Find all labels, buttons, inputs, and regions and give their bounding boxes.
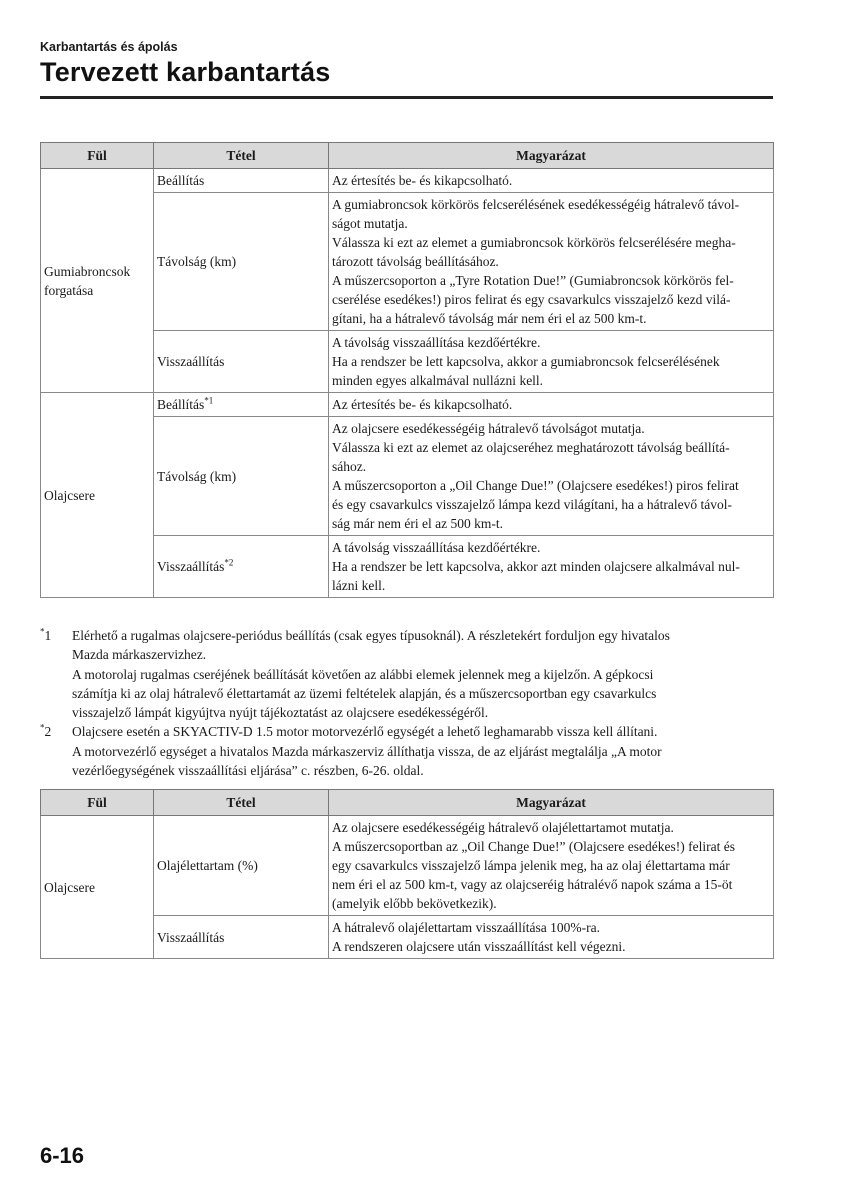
tab-label: Gumiabroncsok bbox=[44, 263, 131, 279]
item-label: Távolság (km) bbox=[157, 254, 237, 269]
footnote-marker bbox=[40, 722, 51, 741]
header-tab: Fül bbox=[41, 790, 154, 816]
explanation-line: A távolság visszaállítása kezdőértékre. bbox=[332, 540, 541, 555]
explanation-line: sához. bbox=[332, 459, 367, 474]
maintenance-table-tires-oil bbox=[40, 142, 774, 598]
explanation-line: A rendszeren olajcsere után visszaállítást kell végezni. bbox=[332, 939, 626, 954]
explanation-line: és egy csavarkulcs visszajelző lámpa kezd világítani, ha a hátralevő távol- bbox=[332, 497, 732, 512]
explanation-line: lázni kell. bbox=[332, 578, 386, 593]
explanation-line: A gumiabroncsok körkörös felcserélésének esedékességéig hátralevő távol- bbox=[332, 197, 740, 212]
item-cell bbox=[154, 536, 329, 598]
explanation-cell bbox=[329, 536, 774, 598]
footnote-asterisk: * bbox=[40, 626, 45, 637]
table-header-row bbox=[41, 143, 774, 169]
explanation-line: A távolság visszaállítása kezdőértékre. bbox=[332, 335, 541, 350]
footnote-line: visszajelző lámpát kigyújtva nyújt tájékoztatást az olajcsere esedékességéről. bbox=[72, 705, 489, 721]
footnote-line: számítja ki az olaj hátralevő élettartamát az üzemi feltételek alapján, és a műszercsoportban egy csavarkulcs bbox=[72, 685, 657, 701]
explanation-line: Az értesítés be- és kikapcsolható. bbox=[332, 397, 513, 412]
explanation-line: Az olajcsere esedékességéig hátralevő olajélettartamot mutatja. bbox=[332, 820, 674, 835]
item-label: Visszaállítás bbox=[157, 929, 225, 945]
explanation-line: Ha a rendszer be lett kapcsolva, akkor a gumiabroncsok felcserélésének bbox=[332, 354, 720, 369]
table-body bbox=[41, 169, 774, 598]
explanation-line: nem éri el az 500 km-t, vagy az olajcseréig hátralévő napok száma a 15-öt bbox=[332, 877, 733, 892]
footnote-line: Olajcsere esetén a SKYACTIV-D 1.5 motor motorvezérlő egységét a lehető leghamarabb vissza kell állítani. bbox=[72, 724, 658, 740]
tab-label: forgatása bbox=[44, 282, 94, 298]
tab-label: Olajcsere bbox=[44, 487, 95, 503]
footnote bbox=[40, 722, 780, 780]
tab-cell bbox=[41, 816, 154, 959]
item-label: Távolság (km) bbox=[157, 468, 237, 484]
table-header-row bbox=[41, 790, 774, 816]
header-item: Tétel bbox=[154, 790, 329, 816]
item-cell bbox=[154, 169, 329, 193]
item-label: Visszaállítás bbox=[157, 354, 225, 369]
item-label: Beállítás bbox=[157, 397, 205, 412]
tab-cell bbox=[41, 169, 154, 393]
footnote bbox=[40, 626, 780, 722]
item-cell bbox=[154, 393, 329, 417]
explanation-cell bbox=[329, 393, 774, 417]
footnote-asterisk: * bbox=[40, 722, 45, 733]
explanation-cell bbox=[329, 916, 774, 959]
footnote-ref: *2 bbox=[224, 557, 234, 568]
explanation-line: Válassza ki ezt az elemet az olajcseréhez meghatározott távolság beállítá- bbox=[332, 440, 730, 455]
explanation-cell bbox=[329, 417, 774, 536]
table-body bbox=[41, 816, 774, 959]
footnote-ref: *1 bbox=[204, 395, 214, 406]
table-row bbox=[41, 393, 774, 417]
page-number: 6-16 bbox=[40, 1143, 85, 1168]
page-title: Tervezett karbantartás bbox=[40, 57, 331, 87]
explanation-line: minden egyes alkalmával nullázni kell. bbox=[332, 373, 544, 388]
item-label: Beállítás bbox=[157, 173, 205, 188]
item-cell bbox=[154, 816, 329, 916]
explanation-cell bbox=[329, 169, 774, 193]
explanation-line: A műszercsoporton a „Tyre Rotation Due!” (Gumiabroncsok körkörös fel- bbox=[332, 273, 734, 288]
section-label: Karbantartás és ápolás bbox=[40, 40, 178, 54]
explanation-cell bbox=[329, 193, 774, 331]
explanation-cell bbox=[329, 816, 774, 916]
explanation-line: A műszercsoporton a „Oil Change Due!” (Olajcsere esedékes!) piros felirat bbox=[332, 478, 739, 493]
footnote-marker bbox=[40, 626, 51, 645]
header-tab: Fül bbox=[41, 143, 154, 169]
explanation-line: gítani, ha a hátralevő távolság már nem éri el az 500 km-t. bbox=[332, 311, 647, 326]
footnotes bbox=[40, 626, 780, 780]
table-row bbox=[41, 816, 774, 916]
footnote-line: Elérhető a rugalmas olajcsere-periódus beállítás (csak egyes típusoknál). A részletekért forduljon egy hivatalos bbox=[72, 628, 670, 643]
footnote-number: 1 bbox=[44, 628, 52, 643]
explanation-line: tározott távolság beállításához. bbox=[332, 254, 499, 269]
explanation-line: Az olajcsere esedékességéig hátralevő távolságot mutatja. bbox=[332, 421, 645, 436]
explanation-line: ság már nem éri el az 500 km-t. bbox=[332, 516, 503, 531]
footnote-line: A motorvezérlő egységet a hivatalos Mazda márkaszerviz állíthatja vissza, de az eljárást megtalálja „A motor bbox=[72, 743, 662, 759]
header-item: Tétel bbox=[154, 143, 329, 169]
table-row bbox=[41, 169, 774, 193]
footnote-line: Mazda márkaszervizhez. bbox=[72, 647, 207, 663]
maintenance-table-oil-life bbox=[40, 789, 774, 959]
explanation-line: A hátralevő olajélettartam visszaállítása 100%-ra. bbox=[332, 920, 601, 935]
title-rule bbox=[40, 96, 773, 99]
explanation-line: cserélése esedékes!) piros felirat és egy csavarkulcs visszajelző kezd vilá- bbox=[332, 292, 731, 307]
explanation-line: A műszercsoportban az „Oil Change Due!” (Olajcsere esedékes!) felirat és bbox=[332, 839, 735, 854]
item-cell bbox=[154, 193, 329, 331]
header-explanation: Magyarázat bbox=[329, 790, 774, 816]
item-label: Visszaállítás bbox=[157, 559, 225, 574]
explanation-line: ságot mutatja. bbox=[332, 216, 408, 231]
explanation-line: (amelyik előbb bekövetkezik). bbox=[332, 896, 497, 911]
explanation-line: Válassza ki ezt az elemet a gumiabroncsok körkörös felcserélésére megha- bbox=[332, 235, 736, 250]
header-explanation: Magyarázat bbox=[329, 143, 774, 169]
item-cell bbox=[154, 331, 329, 393]
footnote-line: A motorolaj rugalmas cseréjének beállítását követően az alábbi elemek jelennek meg a kijelzőn. A gépkocsi bbox=[72, 666, 654, 682]
explanation-line: egy csavarkulcs visszajelző lámpa jelenik meg, ha az olaj élettartama már bbox=[332, 858, 730, 873]
item-cell bbox=[154, 417, 329, 536]
footnote-number: 2 bbox=[44, 724, 52, 740]
footnote-line: vezérlőegységének visszaállítási eljárása” c. részben, 6-26. oldal. bbox=[72, 763, 424, 779]
explanation-line: Ha a rendszer be lett kapcsolva, akkor azt minden olajcsere alkalmával nul- bbox=[332, 559, 740, 574]
item-cell bbox=[154, 916, 329, 959]
item-label: Olajélettartam (%) bbox=[157, 858, 258, 873]
tab-cell bbox=[41, 393, 154, 598]
explanation-line: Az értesítés be- és kikapcsolható. bbox=[332, 173, 513, 188]
explanation-cell bbox=[329, 331, 774, 393]
tab-label: Olajcsere bbox=[44, 879, 95, 895]
